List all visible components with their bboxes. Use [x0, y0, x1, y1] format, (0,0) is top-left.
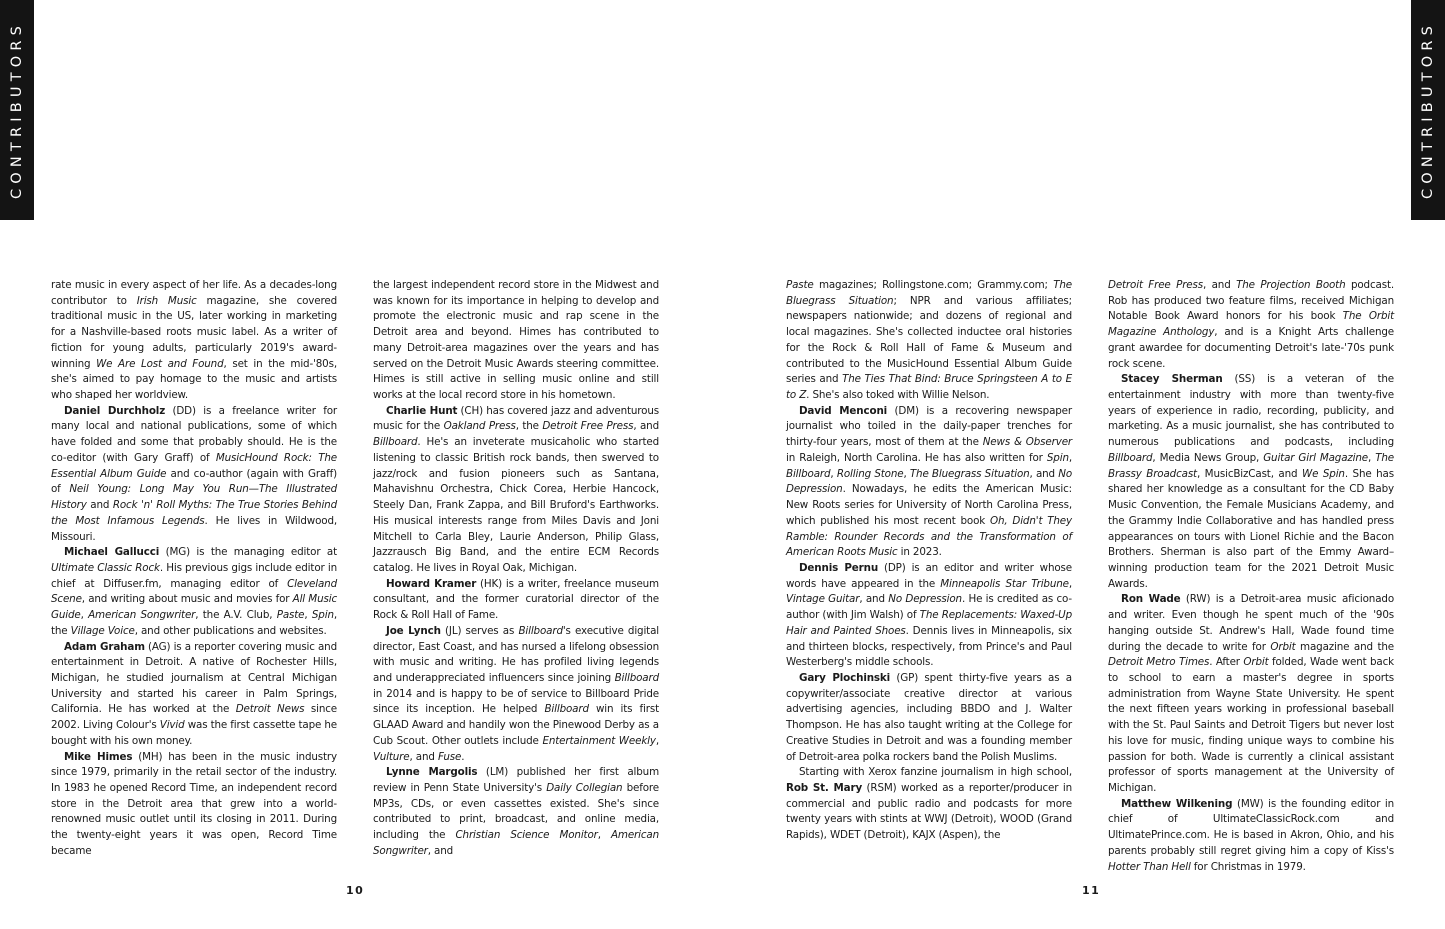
- contributor-name: Rob St. Mary: [786, 782, 863, 794]
- section-tab-right: [1411, 0, 1445, 220]
- publication-title: Vintage Guitar: [786, 593, 860, 606]
- left-page-column-2: [373, 278, 660, 857]
- publication-title: No Depression: [888, 593, 962, 606]
- right-page-column-1: [786, 278, 1072, 853]
- contributor-name: Michael Gallucci: [64, 546, 160, 559]
- bio-paragraph: Stacey Sherman (SS) is a veteran of the entertainment industry with more than twenty-five years of experience in radio, recording, publicity, and marketing. As a music journalist, she has contributed to numerous publications and podcasts, including Billboard, Media News Group, Guitar Girl Magazine, The Brassy Broadcast, MusicBizCast, and We Spin. She has shared her knowledge as a consultant for the CD Baby Music Convention, the Female Musicians Academy, and the Grammy Indie Collaborative and has handled press appearances on tours with Lionel Richie and the Bacon Brothers. Sherman is also part of the Emmy Award–winning production team for the 2021 Detroit Music Awards.: [1108, 373, 1394, 590]
- contributor-name: David Menconi: [799, 404, 888, 417]
- contributor-name: Stacey Sherman: [1121, 373, 1223, 386]
- bio-paragraph: David Menconi (DM) is a recovering newspaper journalist who toiled in the daily-paper trenches for thirty-four years, most of them at the News & Observer in Raleigh, North Carolina. He has also written for Spin, Billboard, Rolling Stone, The Bluegrass Situation, and No Depression. Nowadays, he edits the American Music: New Roots series for University of North Carolina Press, which published his most recent book Oh, Didn't They Ramble: Rounder Records and the Transformation of American Roots Music in 2023.: [786, 404, 1073, 559]
- publication-title: The Bluegrass Situation: [786, 279, 1072, 307]
- publication-title: Irish Music: [136, 294, 197, 307]
- publication-title: Paste: [276, 609, 305, 622]
- publication-title: Entertainment Weekly: [542, 734, 656, 747]
- publication-title: American Songwriter: [88, 609, 196, 622]
- publication-title: Cleveland Scene: [51, 577, 337, 606]
- publication-title: Neil Young: Long May You Run—The Illustrated History: [51, 483, 337, 512]
- publication-title: Rolling Stone: [836, 467, 904, 480]
- bio-paragraph: Matthew Wilkening (MW) is the founding editor in chief of UltimateClassicRock.com and UltimatePrince.com. He is based in Akron, Ohio, and his parents probably still regret giving him a copy of Kiss's Hotter Than Hell for Christmas in 1979.: [1108, 797, 1394, 873]
- bio-paragraph: Howard Kramer (HK) is a writer, freelance museum consultant, and the former curatorial director of the Rock & Roll Hall of Fame.: [373, 577, 659, 622]
- contributor-name: Lynne Margolis: [386, 766, 478, 779]
- contributor-name: Dennis Pernu: [799, 561, 879, 574]
- contributor-name: Ron Wade: [1121, 593, 1181, 606]
- bio-paragraph: the largest independent record store in the Midwest and was known for its importance in helping to develop and promote the electronic music and rap scene in the Detroit area and beyond. Himes has contributed to many Detroit-area magazines over the years and has served on the Detroit Music Awards steering committee. Himes is still active in selling music online and still works at the local record store in his hometown.: [373, 279, 659, 402]
- publication-title: Oakland Press: [443, 420, 516, 433]
- bio-paragraph: Joe Lynch (JL) serves as Billboard's executive digital director, East Coast, and has nursed a lifelong obsession with music and writing. He has profiled living legends and underappreciated influencers since joining Billboard in 2014 and is happy to be of service to Billboard Pride since its inception. He helped Billboard win its first GLAAD Award and handily won the Pinewood Derby as a Cub Scout. Other outlets include Entertainment Weekly, Vulture, and Fuse.: [373, 624, 660, 763]
- publication-title: Vivid: [159, 719, 185, 732]
- bio-paragraph: Adam Graham (AG) is a reporter covering music and entertainment in Detroit. A native of Rochester Hills, Michigan, he studied journalism at Central Michigan University and started his career in Palm Springs, California. He has worked at the Detroit News since 2002. Living Colour's Vivid was the first cassette tape he bought with his own money.: [51, 640, 338, 747]
- publication-title: Guitar Girl Magazine: [1263, 451, 1369, 464]
- publication-title: Billboard: [544, 703, 589, 716]
- publication-title: Detroit Free Press: [1108, 279, 1203, 291]
- section-tab-label: CONTRIBUTORS: [1420, 20, 1436, 200]
- contributor-name: Gary Plochinski: [799, 671, 891, 684]
- publication-title: The Orbit Magazine Anthology: [1108, 310, 1394, 339]
- publication-title: The Projection Booth: [1236, 279, 1346, 291]
- bio-paragraph: Daniel Durchholz (DD) is a freelance writer for many local and national publications, some of which have folded and some that probably should. He is the co-editor (with Gary Graff) of MusicHound Rock: The Essential Album Guide and co-author (again with Graff) of Neil Young: Long May You Run—The Illustrated History and Rock 'n' Roll Myths: The True Stories Behind the Most Infamous Legends. He lives in Wildwood, Missouri.: [51, 404, 338, 543]
- bio-paragraph: Michael Gallucci (MG) is the managing editor at Ultimate Classic Rock. His previous gigs include editor in chief at Diffuser.fm, managing editor of Cleveland Scene, and writing about music and movies for All Music Guide, American Songwriter, the A.V. Club, Paste, Spin, the Village Voice, and other publications and websites.: [51, 546, 337, 637]
- publication-title: MusicHound Rock: The Essential Album Guide: [51, 451, 337, 480]
- publication-title: American Songwriter: [373, 829, 659, 857]
- publication-title: Billboard: [518, 624, 563, 637]
- publication-title: Detroit Free Press: [542, 420, 634, 433]
- publication-title: Detroit News: [235, 703, 305, 716]
- publication-title: Ultimate Classic Rock: [51, 561, 160, 574]
- page-number-left: 10: [346, 884, 365, 897]
- publication-title: Billboard: [1108, 451, 1153, 464]
- contributor-name: Charlie Hunt: [386, 404, 458, 417]
- publication-title: Billboard: [786, 467, 831, 480]
- publication-title: The Replacements: Waxed-Up Hair and Painted Shoes: [786, 609, 1073, 637]
- contributor-name: Matthew Wilkening: [1121, 797, 1233, 810]
- publication-title: Detroit Metro Times: [1108, 656, 1210, 669]
- publication-title: Rock 'n' Roll Myths: The True Stories Behind the Most Infamous Legends: [51, 499, 337, 527]
- publication-title: We Are Lost and Found: [96, 357, 224, 370]
- publication-title: Orbit: [1243, 656, 1269, 669]
- publication-title: We Spin: [1302, 467, 1345, 480]
- bio-paragraph: Mike Himes (MH) has been in the music industry since 1979, primarily in the retail sector of the industry. In 1983 he opened Record Time, an independent record store in the Detroit area that grew into a world-renowned music outlet until its closing in 2011. During the twenty-eight years it was open, Record Time became: [51, 750, 337, 857]
- bio-paragraph: Dennis Pernu (DP) is an editor and writer whose words have appeared in the Minneapolis Star Tribune, Vintage Guitar, and No Depression. He is credited as co-author (with Jim Walsh) of The Replacements: Waxed-Up Hair and Painted Shoes. Dennis lives in Minneapolis, six and thirteen blocks, respectively, from Prince's and Paul Westerberg's middle schools.: [786, 561, 1073, 669]
- bio-paragraph: Ron Wade (RW) is a Detroit-area music aficionado and writer. Even though he spent much of the '90s hanging outside St. Andrew's Hall, Wade found time during the decade to write for Orbit magazine and the Detroit Metro Times. After Orbit folded, Wade went back to school to earn a master's degree in sports administration from Wayne State University. He spent the next fifteen years working in professional baseball with the St. Paul Saints and Detroit Tigers but never lost his love for music, finding unique ways to combine his passion for both. Wade is currently a clinical assistant professor of sports management at the University of Michigan.: [1108, 593, 1395, 794]
- publication-title: The Bluegrass Situation: [909, 467, 1030, 480]
- bio-paragraph: Charlie Hunt (CH) has covered jazz and adventurous music for the Oakland Press, the Detroit Free Press, and Billboard. He's an inveterate musicaholic who started listening to classic British rock bands, then swerved to jazz/rock and fusion pioneers such as Santana, Mahavishnu Orchestra, Chick Corea, Herbie Hancock, Steely Dan, Frank Zappa, and Bill Bruford's Earthworks. His musical interests range from Miles Davis and Joni Mitchell to Carla Bley, Laurie Anderson, Philip Glass, Jazzrausch Big Band, and the entire ECM Records catalog. He lives in Royal Oak, Michigan.: [373, 404, 659, 574]
- right-page-column-2: [1108, 278, 1395, 873]
- publication-title: Village Voice: [70, 624, 135, 637]
- contributor-name: Daniel Durchholz: [64, 404, 166, 417]
- section-tab-left: [0, 0, 34, 220]
- bio-paragraph: rate music in every aspect of her life. As a decades-long contributor to Irish Music magazine, she covered traditional music in the US, later working in marketing for a Nashville-based roots music label. As a writer of fiction for young adults, particularly 2019's award-winning We Are Lost and Found, set in the mid-'80s, she's aimed to pay homage to the music and artists who shaped her worldview.: [51, 279, 337, 402]
- bio-paragraph: Detroit Free Press, and The Projection Booth podcast. Rob has produced two feature films, received Michigan Notable Book Award honors for his book The Orbit Magazine Anthology, and is a Knight Arts challenge grant awardee for documenting Detroit's late-'70s punk rock scene.: [1108, 279, 1394, 370]
- left-page-column-1: [51, 278, 338, 857]
- contributor-name: Joe Lynch: [386, 624, 441, 637]
- publication-title: No Depression: [786, 467, 1073, 496]
- bio-paragraph: Gary Plochinski (GP) spent thirty-five years as a copywriter/associate creative director at various advertising agencies, including BBDO and J. Walter Thompson. He has also taught writing at the College for Creative Studies in Detroit and was a founding member of Detroit-area polka rockers band the Polish Muslims.: [786, 671, 1072, 763]
- publication-title: News & Observer: [982, 436, 1073, 449]
- publication-title: Hotter Than Hell: [1108, 860, 1191, 873]
- publication-title: Paste: [786, 279, 814, 291]
- bio-paragraph: Lynne Margolis (LM) published her first album review in Penn State University's Daily Collegian before MP3s, CDs, or even cassettes existed. She's since contributed to print, broadcast, and online media, including the Christian Science Monitor, American Songwriter, and: [373, 766, 659, 857]
- contributor-name: Mike Himes: [64, 750, 133, 763]
- publication-title: Minneapolis Star Tribune: [940, 577, 1069, 590]
- section-tab-label: CONTRIBUTORS: [9, 20, 25, 200]
- publication-title: Orbit: [1270, 640, 1296, 653]
- contributor-name: Adam Graham: [64, 640, 145, 653]
- bio-paragraph: Paste magazines; Rollingstone.com; Grammy.com; The Bluegrass Situation; NPR and various affiliates; newspapers nationwide; and dozens of regional and local magazines. She's collected inductee oral histories for the Rock & Roll Hall of Fame & Museum and contributed to the MusicHound Essential Album Guide series and The Ties That Bind: Bruce Springsteen A to E to Z. She's also toked with Willie Nelson.: [786, 279, 1072, 402]
- bio-paragraph: Starting with Xerox fanzine journalism in high school, Rob St. Mary (RSM) worked as a reporter/producer in commercial and public radio and podcasts for more twenty years with stints at WWJ (Detroit), WOOD (Grand Rapids), WDET (Detroit), KAJX (Aspen), the: [786, 766, 1072, 842]
- publication-title: Oh, Didn't They Ramble: Rounder Records and the Transformation of American Roots Music: [786, 514, 1072, 559]
- publication-title: Christian Science Monitor: [455, 829, 598, 842]
- publication-title: The Ties That Bind: Bruce Springsteen A to E to Z: [786, 373, 1072, 402]
- publication-title: Fuse: [437, 750, 462, 763]
- publication-title: Vulture: [373, 750, 410, 763]
- publication-title: The Brassy Broadcast: [1108, 451, 1394, 480]
- publication-title: Billboard: [614, 671, 659, 684]
- publication-title: Billboard: [373, 436, 418, 449]
- publication-title: Spin: [311, 609, 334, 622]
- publication-title: Daily Collegian: [546, 782, 623, 794]
- publication-title: Spin: [1046, 451, 1069, 464]
- page-number-right: 11: [1082, 884, 1101, 897]
- contributor-name: Howard Kramer: [386, 577, 477, 590]
- publication-title: All Music Guide: [51, 593, 337, 622]
